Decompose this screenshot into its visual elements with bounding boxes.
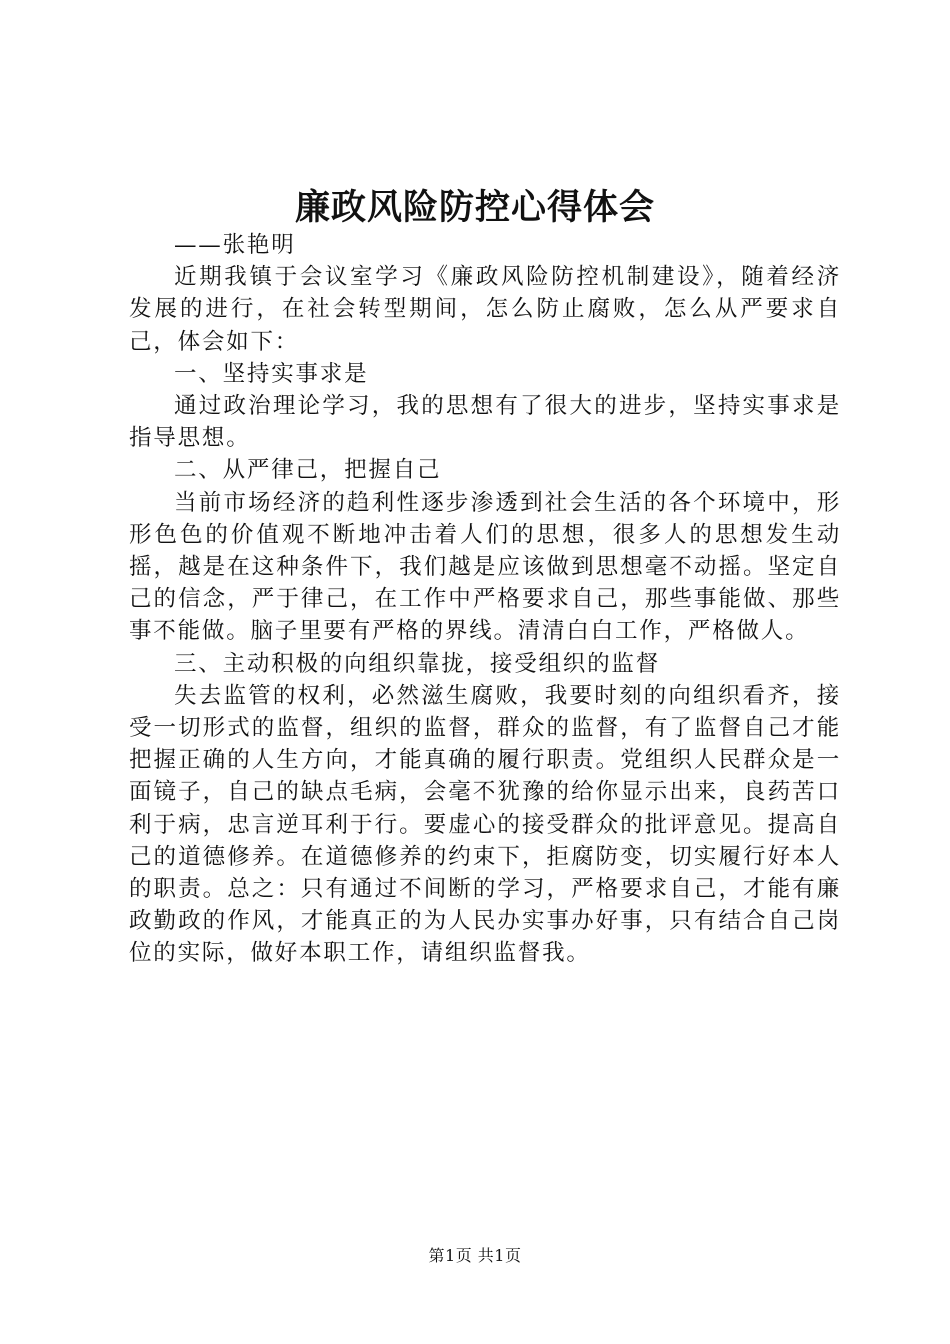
section-heading-1: 一、坚持实事求是	[174, 360, 369, 387]
page-number-footer: 第1页 共1页	[428, 1246, 522, 1265]
document-body	[129, 229, 841, 970]
document-title: 廉政风险防控心得体会	[294, 187, 655, 228]
section-heading-3: 三、主动积极的向组织靠拢，接受组织的监督	[174, 650, 661, 677]
paragraph-section-2: 当前市场经济的趋利性逐步渗透到社会生活的各个环境中，形形色色的价值观不断地冲击着人们的思想，很多人的思想发生动摇，越是在这种条件下，我们越是应该做到思想毫不动摇。坚定自己的信念，严于律己，在工作中严格要求自己，那些事能做、那些事不能做。脑子里要有严格的界线。清清白白工作，严格做人。	[129, 489, 841, 645]
paragraph-section-1: 通过政治理论学习，我的思想有了很大的进步，坚持实事求是指导思想。	[129, 393, 841, 452]
paragraph-section-3: 失去监管的权利，必然滋生腐败，我要时刻的向组织看齐，接受一切形式的监督，组织的监督，群众的监督，有了监督自己才能把握正确的人生方向，才能真确的履行职责。党组织人民群众是一面镜子，自己的缺点毛病，会毫不犹豫的给你显示出来，良药苦口利于病，忠言逆耳利于行。要虚心的接受群众的批评意见。提高自己的道德修养。在道德修养的约束下，拒腐防变，切实履行好本人的职责。总之：只有通过不间断的学习，严格要求自己，才能有廉政勤政的作风，才能真正的为人民办实事办好事，只有结合自己岗位的实际，做好本职工作，请组织监督我。	[129, 682, 841, 967]
paragraph-intro: 近期我镇于会议室学习《廉政风险防控机制建设》，随着经济发展的进行，在社会转型期间，怎么防止腐败，怎么从严要求自己，体会如下：	[129, 264, 841, 355]
author-line: ——张艳明	[174, 232, 296, 258]
section-heading-2: 二、从严律己，把握自己	[174, 457, 442, 484]
